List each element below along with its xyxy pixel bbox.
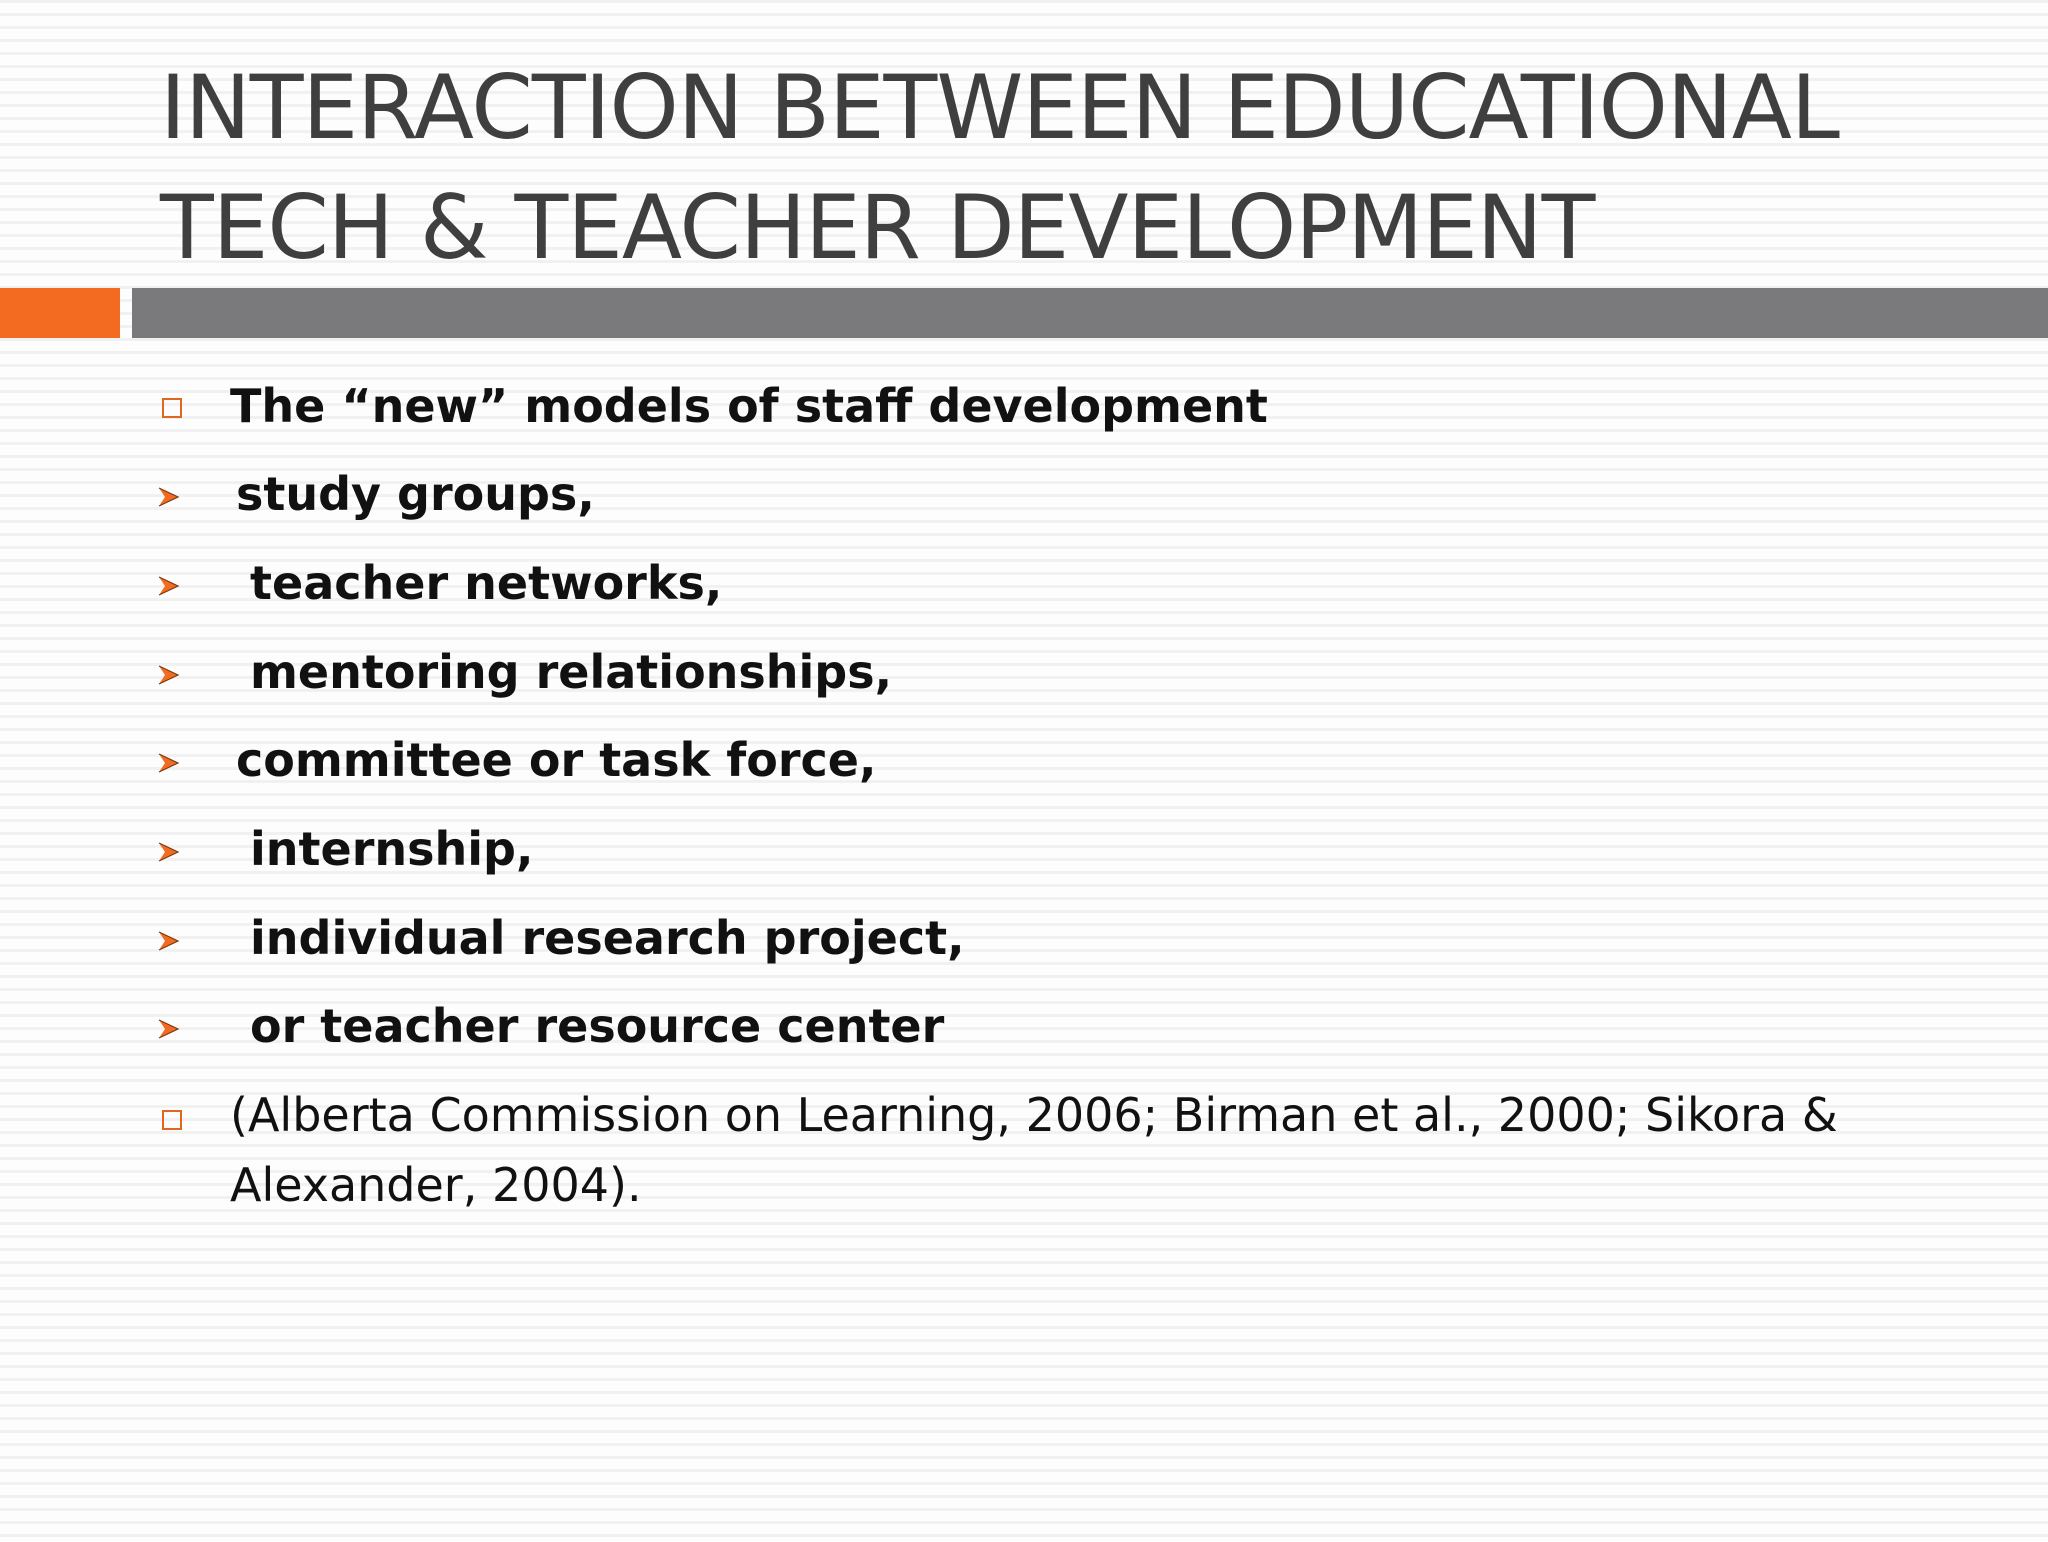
square-bullet-icon bbox=[162, 1110, 182, 1130]
sub-item-text: study groups, bbox=[236, 467, 595, 521]
sub-item-text: internship, bbox=[250, 822, 534, 876]
title-divider-bar bbox=[132, 288, 2048, 338]
sub-item-text: committee or task force, bbox=[236, 733, 877, 787]
slide-title-line-1: INTERACTION BETWEEN EDUCATIONAL bbox=[160, 56, 1839, 159]
citation-text: (Alberta Commission on Learning, 2006; Birman et al., 2000; Sikora & Alexander, 2004). bbox=[230, 1088, 1838, 1212]
sub-item-text: or teacher resource center bbox=[250, 999, 945, 1053]
sub-item-text: individual research project, bbox=[250, 911, 965, 965]
arrowhead-bullet-icon bbox=[156, 573, 182, 599]
arrowhead-bullet-icon bbox=[156, 839, 182, 865]
sub-item-text: teacher networks, bbox=[250, 556, 723, 610]
arrowhead-bullet-icon bbox=[156, 928, 182, 954]
arrowhead-bullet-icon bbox=[156, 484, 182, 510]
square-bullet-icon bbox=[162, 398, 182, 418]
arrowhead-bullet-icon bbox=[156, 662, 182, 688]
heading-item-text: The “new” models of staff development bbox=[230, 379, 1268, 433]
orange-accent-block bbox=[0, 288, 120, 338]
slide-title bbox=[160, 48, 2020, 288]
arrowhead-bullet-icon bbox=[156, 1016, 182, 1042]
arrowhead-bullet-icon bbox=[156, 750, 182, 776]
sub-item-text: mentoring relationships, bbox=[250, 645, 893, 699]
slide-title-line-2: TECH & TEACHER DEVELOPMENT bbox=[160, 176, 1595, 279]
